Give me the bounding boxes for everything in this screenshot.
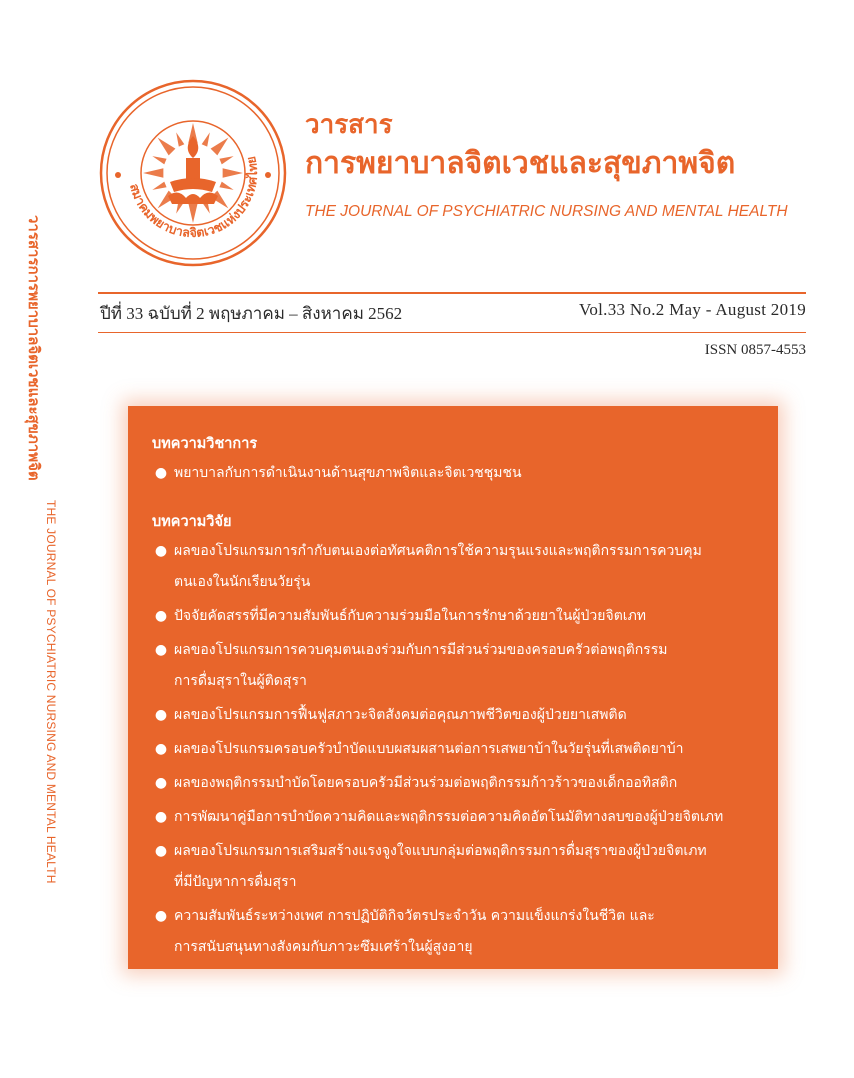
contents-item-line: ผลของโปรแกรมการฟื้นฟูสภาวะจิตสังคมต่อคุณภาพชีวิตของผู้ป่วยยาเสพติด — [174, 707, 627, 723]
logo-ring-text: สมาคมพยาบาลจิตเวชแห่งประเทศไทย — [127, 155, 261, 241]
spine-english-title: THE JOURNAL OF PSYCHIATRIC NURSING AND MENTAL HEALTH — [44, 500, 58, 884]
sun-ray — [211, 138, 229, 156]
bullet-icon: ● — [154, 608, 168, 624]
contents-item-line: พยาบาลกับการดำเนินงานด้านสุขภาพจิตและจิตเวชชุมชน — [174, 465, 522, 481]
contents-item — [152, 536, 762, 598]
sun-ray — [202, 132, 210, 146]
contents-item-line: ผลของโปรแกรมการเสริมสร้างแรงจูงใจแบบกลุ่มต่อพฤติกรรมการดื่มสุราของผู้ป่วยจิตเภท — [174, 843, 707, 859]
research-heading: บทความวิจัย — [152, 514, 232, 530]
contents-item — [152, 458, 762, 489]
sun-ray — [219, 182, 233, 190]
contents-item-line: ผลของโปรแกรมครอบครัวบำบัดแบบผสมผสานต่อการเสพยาบ้าในวัยรุ่นที่เสพติดยาบ้า — [174, 741, 684, 757]
spine — [20, 215, 64, 884]
sun-ray — [158, 138, 176, 156]
contents-item-line: ความสัมพันธ์ระหว่างเพศ การปฏิบัติกิจวัตรประจำวัน ความแข็งแกร่งในชีวิต และ — [174, 908, 655, 924]
divider-bottom — [98, 332, 806, 333]
sun-ray — [152, 182, 166, 190]
contents-item — [152, 700, 762, 731]
contents-item-line: ผลของโปรแกรมการกำกับตนเองต่อทัศนคติการใช้ความรุนแรงและพฤติกรรมการควบคุม — [174, 543, 702, 559]
contents-item-line: ที่มีปัญหาการดื่มสุรา — [174, 874, 297, 890]
contents-item — [152, 836, 762, 898]
divider-top — [98, 292, 806, 294]
bullet-icon: ● — [154, 843, 168, 859]
contents-item — [152, 768, 762, 799]
issn: ISSN 0857-4553 — [704, 342, 806, 358]
contents-item — [152, 635, 762, 697]
bullet-icon: ● — [154, 543, 168, 559]
bullet-icon: ● — [154, 642, 168, 658]
sun-ray — [176, 132, 184, 146]
contents-item-line: ผลของโปรแกรมการควบคุมตนเองร่วมกับการมีส่วนร่วมของครอบครัวต่อพฤติกรรม — [174, 642, 668, 658]
contents-item-line: การดื่มสุราในผู้ติดสุรา — [174, 673, 307, 689]
sun-ray — [143, 168, 163, 178]
contents-panel — [128, 406, 778, 969]
contents-item-line: ผลของพฤติกรรมบำบัดโดยครอบครัวมีส่วนร่วมต่อพฤติกรรมก้าวร้าวของเด็กออทิสติก — [174, 775, 678, 791]
bullet-icon: ● — [154, 707, 168, 723]
spine-thai-title: วารสารการพยาบาลจิตเวชและสุขภาพจิต — [25, 215, 43, 481]
journal-title-english: THE JOURNAL OF PSYCHIATRIC NURSING AND MENTAL HEALTH — [305, 203, 788, 220]
sun-ray — [223, 168, 243, 178]
contents-item — [152, 601, 762, 632]
journal-label: วารสาร — [305, 110, 393, 140]
contents-item-line: การพัฒนาคู่มือการบำบัดความคิดและพฤติกรรมต่อความคิดอัตโนมัติทางลบของผู้ป่วยจิตเภท — [174, 809, 724, 825]
contents-item-line: ตนเองในนักเรียนวัยรุ่น — [174, 574, 311, 590]
bullet-icon: ● — [154, 908, 168, 924]
contents-item-line: ปัจจัยคัดสรรที่มีความสัมพันธ์กับความร่วมมือในการรักษาด้วยยาในผู้ป่วยจิตเภท — [174, 608, 647, 624]
bullet-icon: ● — [154, 741, 168, 757]
bullet-icon: ● — [154, 465, 168, 481]
contents-item — [152, 901, 762, 963]
association-logo — [98, 78, 288, 268]
lamp-emblem-icon — [98, 78, 288, 268]
contents-item-line: การสนับสนุนทางสังคมกับภาวะซึมเศร้าในผู้สูงอายุ — [174, 939, 473, 955]
issue-english: Vol.33 No.2 May - August 2019 — [578, 300, 806, 319]
bullet-icon: ● — [154, 775, 168, 791]
sun-ray — [152, 156, 166, 164]
contents-item — [152, 734, 762, 765]
journal-title: การพยาบาลจิตเวชและสุขภาพจิต — [305, 146, 736, 181]
contents-item — [152, 802, 762, 833]
issue-thai: ปีที่ 33 ฉบับที่ 2 พฤษภาคม – สิงหาคม 2562 — [100, 304, 403, 323]
bullet-icon: ● — [154, 809, 168, 825]
sun-ray — [188, 203, 198, 223]
sun-ray — [219, 156, 233, 164]
academic-heading: บทความวิชาการ — [152, 436, 258, 452]
